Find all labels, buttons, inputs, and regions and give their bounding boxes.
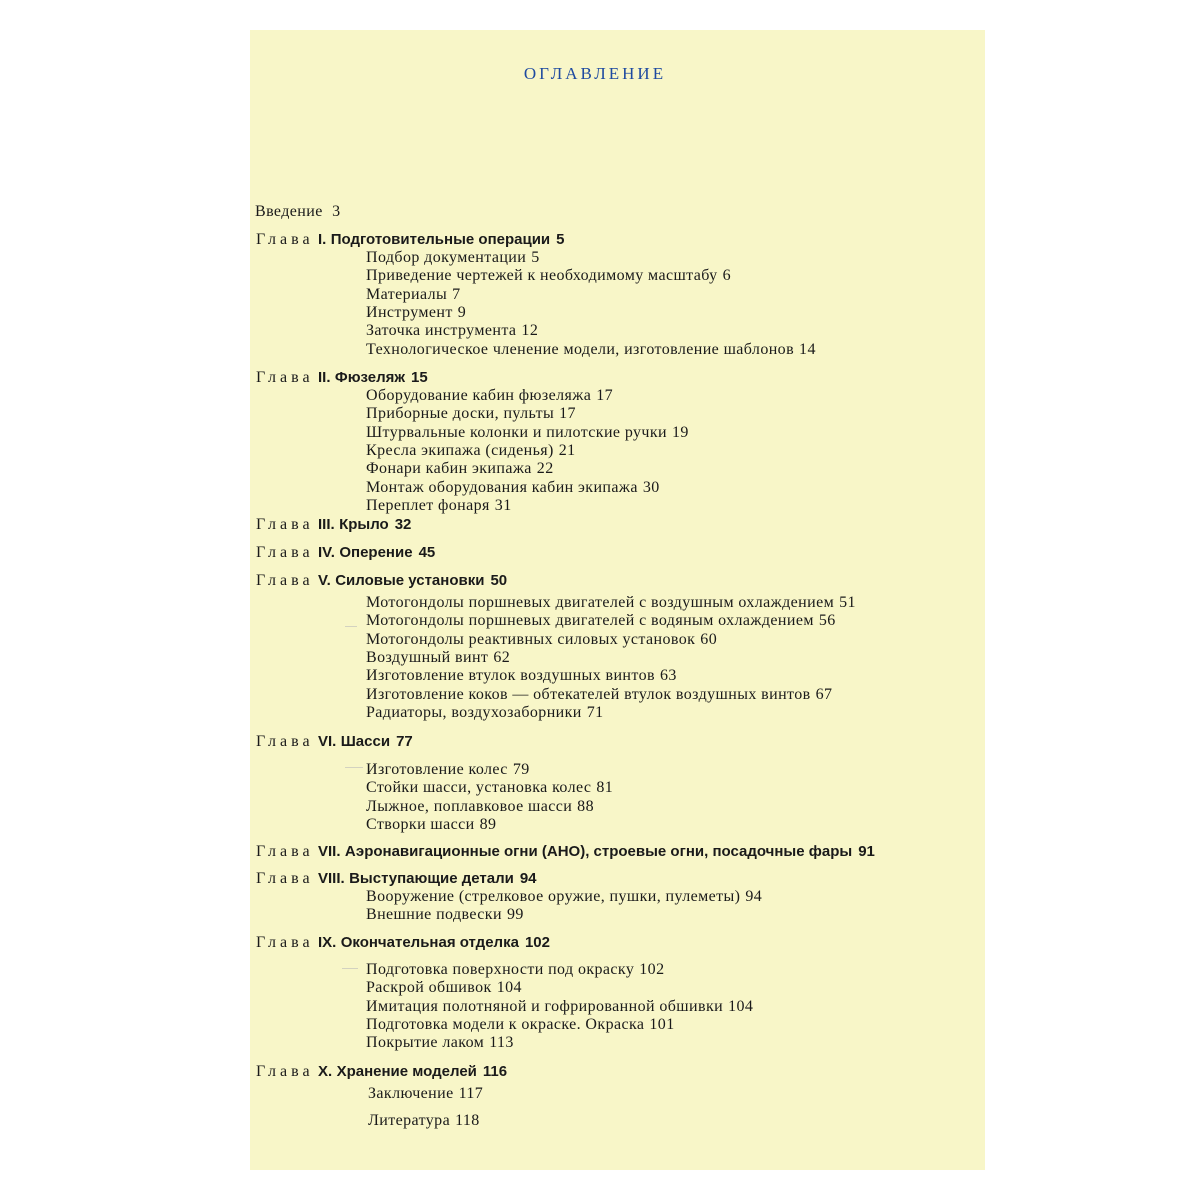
toc-item-page: 67 bbox=[815, 685, 833, 703]
toc-item-label: Лыжное, поплавковое шасси bbox=[366, 797, 573, 815]
chapter-entry bbox=[256, 544, 435, 562]
toc-item bbox=[366, 341, 816, 359]
toc-item bbox=[366, 906, 524, 924]
toc-item-label: Воздушный винт bbox=[366, 648, 489, 666]
chapter-prefix: Глава bbox=[256, 843, 314, 860]
toc-item-page: 101 bbox=[649, 1015, 675, 1033]
toc-item-page: 21 bbox=[558, 441, 576, 459]
toc-item-label: Внешние подвески bbox=[366, 906, 502, 924]
chapter-entry bbox=[256, 1063, 507, 1081]
toc-item-page: 19 bbox=[672, 423, 689, 441]
toc-item bbox=[366, 998, 753, 1016]
page-title: ОГЛАВЛЕНИЕ bbox=[523, 64, 667, 83]
toc-item-page: 30 bbox=[642, 478, 660, 496]
toc-item-label: Изготовление втулок воздушных винтов bbox=[366, 667, 655, 685]
chapter-page: 91 bbox=[858, 843, 875, 860]
end-item-page: 118 bbox=[455, 1112, 480, 1129]
toc-item-page: 63 bbox=[659, 667, 677, 685]
toc-item-label: Мотогондолы поршневых двигателей с водяным охлаждением bbox=[366, 612, 814, 630]
toc-item-label: Заточка инструмента bbox=[366, 322, 517, 340]
toc-item-page: 104 bbox=[496, 979, 522, 997]
chapter-prefix: Глава bbox=[256, 516, 314, 533]
toc-item-label: Вооружение (стрелковое оружие, пушки, пулеметы) bbox=[366, 888, 741, 905]
toc-item-label: Имитация полотняной и гофрированной обшивки bbox=[366, 997, 724, 1015]
scratch-mark bbox=[345, 767, 363, 768]
toc-item-page: 89 bbox=[479, 815, 497, 833]
toc-item-label: Приборные доски, пульты bbox=[366, 405, 555, 423]
toc-item bbox=[366, 888, 762, 906]
chapter-entry bbox=[256, 572, 507, 590]
chapter-page: 15 bbox=[411, 369, 428, 386]
toc-item bbox=[366, 1016, 675, 1034]
chapter-entry bbox=[256, 369, 428, 387]
toc-item bbox=[366, 304, 466, 322]
chapter-page: 45 bbox=[418, 544, 436, 561]
toc-item bbox=[366, 497, 512, 515]
chapter-title: Аэронавигационные огни (АНО), строевые огни, посадочные фары bbox=[344, 843, 853, 860]
toc-item-page: 79 bbox=[512, 761, 530, 778]
chapter-page: 32 bbox=[394, 516, 412, 533]
chapter-number: VI. bbox=[317, 733, 337, 750]
chapter-title: Силовые установки bbox=[335, 572, 485, 589]
toc-item-page: 99 bbox=[506, 906, 524, 924]
toc-item-page: 81 bbox=[596, 779, 614, 797]
toc-item bbox=[366, 387, 613, 405]
chapter-page: 5 bbox=[556, 231, 565, 248]
chapter-number: II. bbox=[317, 369, 331, 386]
intro-entry bbox=[255, 203, 341, 221]
toc-item-label: Кресла экипажа (сиденья) bbox=[366, 441, 554, 459]
toc-item-page: 31 bbox=[494, 496, 512, 514]
toc-item-page: 51 bbox=[839, 594, 856, 611]
toc-item-page: 22 bbox=[536, 460, 554, 478]
chapter-title: Хранение моделей bbox=[336, 1063, 477, 1080]
chapter-entry bbox=[256, 733, 413, 751]
toc-item-page: 104 bbox=[728, 997, 754, 1015]
toc-item bbox=[366, 704, 604, 722]
chapter-number: III. bbox=[317, 516, 335, 533]
toc-item bbox=[366, 612, 836, 630]
toc-item-label: Переплет фонаря bbox=[366, 496, 490, 514]
toc-item-label: Раскрой обшивок bbox=[366, 979, 492, 997]
intro-page: 3 bbox=[332, 203, 341, 220]
toc-item bbox=[366, 442, 576, 460]
toc-item-label: Изготовление колес bbox=[366, 761, 508, 778]
toc-item-label: Стойки шасси, установка колес bbox=[366, 779, 592, 797]
toc-item-page: 88 bbox=[577, 797, 594, 815]
end-item bbox=[368, 1112, 480, 1130]
end-item-label: Заключение bbox=[368, 1085, 454, 1102]
end-item bbox=[368, 1085, 483, 1103]
toc-item-page: 6 bbox=[722, 267, 731, 285]
chapter-page: 77 bbox=[396, 733, 413, 750]
toc-item-page: 5 bbox=[531, 249, 540, 266]
toc-item bbox=[366, 322, 538, 340]
chapter-number: X. bbox=[317, 1063, 333, 1080]
toc-item-page: 94 bbox=[745, 888, 763, 905]
end-item-label: Литература bbox=[368, 1112, 451, 1129]
chapter-title: Шасси bbox=[340, 733, 391, 750]
toc-item-label: Оборудование кабин фюзеляжа bbox=[366, 387, 592, 404]
toc-item bbox=[366, 286, 461, 304]
toc-item-label: Подготовка модели к окраске. Окраска bbox=[366, 1015, 645, 1033]
chapter-page: 50 bbox=[490, 572, 508, 589]
chapter-number: V. bbox=[317, 572, 331, 589]
toc-item bbox=[366, 761, 530, 779]
toc-item-label: Створки шасси bbox=[366, 815, 475, 833]
chapter-page: 94 bbox=[519, 870, 537, 887]
toc-item-page: 113 bbox=[489, 1034, 514, 1052]
toc-item-label: Инструмент bbox=[366, 303, 453, 321]
toc-item-label: Приведение чертежей к необходимому масштабу bbox=[366, 267, 718, 285]
toc-item-label: Радиаторы, воздухозаборники bbox=[366, 703, 582, 721]
toc-item bbox=[366, 594, 856, 612]
chapter-title: Крыло bbox=[339, 516, 389, 533]
toc-item-label: Фонари кабин экипажа bbox=[366, 460, 532, 478]
toc-item bbox=[366, 405, 576, 423]
toc-item-page: 7 bbox=[452, 285, 461, 303]
chapter-title: Подготовительные операции bbox=[330, 231, 551, 248]
chapter-entry bbox=[256, 934, 550, 952]
toc-item-page: 56 bbox=[818, 612, 836, 630]
toc-item bbox=[366, 779, 613, 797]
chapter-title: Выступающие детали bbox=[349, 870, 514, 887]
chapter-prefix: Глава bbox=[256, 870, 314, 887]
toc-item bbox=[366, 686, 832, 704]
chapter-prefix: Глава bbox=[256, 544, 314, 561]
chapter-prefix: Глава bbox=[256, 1063, 314, 1080]
chapter-title: Окончательная отделка bbox=[340, 934, 519, 951]
toc-item-label: Мотогондолы поршневых двигателей с воздушным охлаждением bbox=[366, 594, 835, 611]
chapter-number: IX. bbox=[317, 934, 337, 951]
chapter-prefix: Глава bbox=[256, 572, 314, 589]
chapter-page: 102 bbox=[524, 934, 550, 951]
intro-label: Введение bbox=[255, 203, 323, 220]
toc-item bbox=[366, 798, 594, 816]
toc-item bbox=[366, 649, 510, 667]
toc-item-page: 71 bbox=[586, 703, 604, 721]
toc-item-label: Изготовление коков — обтекателей втулок воздушных винтов bbox=[366, 685, 811, 703]
chapter-page: 116 bbox=[482, 1063, 508, 1080]
toc-item-page: 17 bbox=[596, 387, 614, 404]
toc-item-page: 62 bbox=[493, 648, 511, 666]
chapter-title: Оперение bbox=[339, 544, 413, 561]
chapter-number: IV. bbox=[317, 544, 335, 561]
chapter-number: I. bbox=[317, 231, 327, 248]
toc-item bbox=[366, 479, 660, 497]
scratch-mark bbox=[345, 626, 357, 627]
toc-item-page: 12 bbox=[521, 322, 539, 340]
toc-item-label: Штурвальные колонки и пилотские ручки bbox=[366, 423, 667, 441]
toc-item-label: Материалы bbox=[366, 285, 448, 303]
chapter-prefix: Глава bbox=[256, 231, 314, 248]
chapter-entry bbox=[256, 870, 537, 888]
toc-item bbox=[366, 816, 496, 834]
toc-item-page: 17 bbox=[559, 405, 576, 423]
toc-item-label: Технологическое членение модели, изготовление шаблонов bbox=[366, 340, 795, 358]
toc-item bbox=[366, 667, 677, 685]
chapter-entry bbox=[256, 516, 411, 534]
toc-item-label: Покрытие лаком bbox=[366, 1034, 485, 1052]
chapter-title: Фюзеляж bbox=[334, 369, 406, 386]
chapter-entry bbox=[256, 231, 565, 249]
chapter-prefix: Глава bbox=[256, 934, 314, 951]
toc-item bbox=[366, 631, 717, 649]
toc-item-page: 60 bbox=[700, 630, 718, 648]
chapter-prefix: Глава bbox=[256, 369, 314, 386]
toc-item-label: Мотогондолы реактивных силовых установок bbox=[366, 630, 696, 648]
toc-item bbox=[366, 979, 522, 997]
scratch-mark bbox=[342, 968, 358, 969]
toc-item-label: Подготовка поверхности под окраску bbox=[366, 961, 635, 978]
chapter-number: VII. bbox=[317, 843, 341, 860]
toc-item-page: 14 bbox=[799, 340, 816, 358]
end-item-page: 117 bbox=[458, 1085, 484, 1102]
chapter-entry bbox=[256, 843, 875, 861]
toc-item bbox=[366, 961, 664, 979]
toc-item bbox=[366, 249, 540, 267]
toc-item bbox=[366, 424, 689, 442]
toc-item-page: 9 bbox=[457, 303, 467, 321]
toc-item bbox=[366, 460, 554, 478]
toc-item bbox=[366, 1034, 514, 1052]
toc-item-page: 102 bbox=[639, 961, 665, 978]
toc-item-label: Монтаж оборудования кабин экипажа bbox=[366, 478, 638, 496]
toc-item-label: Подбор документации bbox=[366, 249, 527, 266]
chapter-number: VIII. bbox=[317, 870, 345, 887]
chapter-prefix: Глава bbox=[256, 733, 314, 750]
toc-item bbox=[366, 267, 731, 285]
